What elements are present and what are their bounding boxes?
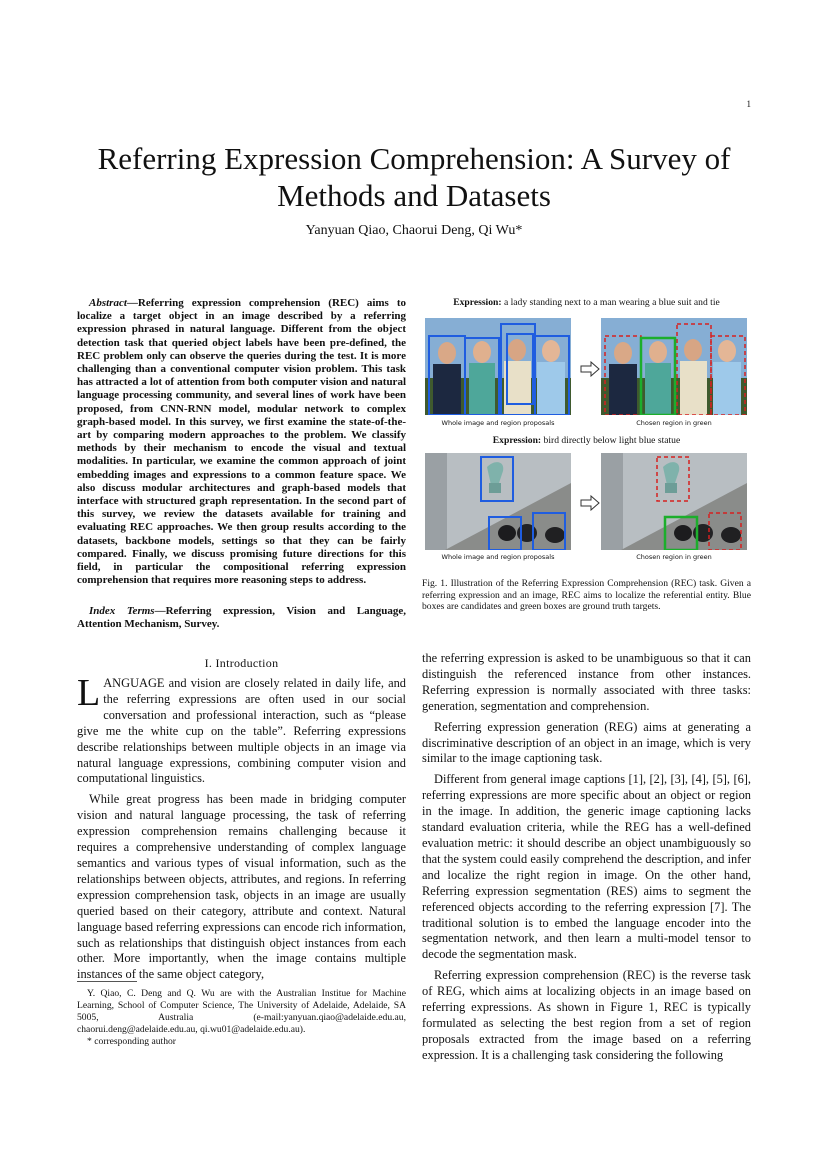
abstract-text: —Referring expression comprehension (REC) aims to localize a target object in an image described by a referring expression phrased in natural language. Different from the object detection task that queried object labels have been pre-defined, the REC problem only can observe the queries during the test. It is more challenging than a conventional computer vision problem. This task has attracted a lot of attention from both computer vision and natural language processing community, and several lines of work have been proposed, from CNN-RNN model, modular network to complex graph-based model. In this survey, we first examine the state-of-the-art by comparing modern approaches to the problem. We classify methods by their mechanism to encode the visual and textual modalities. In particular, we examine the common approach of joint embedding images and expressions to a common feature space. We also discuss modular architectures and graph-based models that interface with structured graph representation. In the second part of this survey, we review the datasets available for training and evaluating REC approaches. We then group results according to the datasets, backbone models, settings so that they can be fairly compared. Finally, we discuss promising future directions for this field, in particular the compositional referring expression comprehension that requires more reasoning steps to address. <box>77 297 406 587</box>
intro-paragraph-2: While great progress has been made in bridging computer vision and natural language processing, the task of referring expression comprehension remains challenging because it requires a comprehensive understanding of complex language semantics and various types of visual information, such as the relationships between objects, attributes, and regions. In referring expression comprehension task, objects in an image are usually queried based on their category, attribute and context. Natural language based referring expressions can encode rich information, such as relationships that distinguish object instances from each other. More importantly, when the image contains multiple instances of the same object category, <box>77 792 406 982</box>
photo-statue-proposals <box>425 453 571 550</box>
right-paragraph-4: Referring expression comprehension (REC) is the reverse task of REG, which aims at localizing objects in an image based on referring expressions. As shown in Figure 1, REC is typically formulated as selecting the best region from a set of region proposals extracted from the image based on a referring expression. It is a challenging task considering the following <box>422 968 751 1062</box>
footnote-rule <box>77 981 137 982</box>
expression-2-text: bird directly below light blue statue <box>543 435 681 446</box>
arrow-right-icon <box>580 361 600 377</box>
figure-expression-2 <box>422 435 751 446</box>
drop-cap: L <box>77 672 101 714</box>
subcaption-proposals-2: Whole image and region proposals <box>441 553 555 561</box>
introduction-left-column <box>77 672 406 983</box>
statue-proposals-illustration <box>425 453 571 550</box>
right-paragraph-1: the referring expression is asked to be unambiguous so that it can distinguish the referenced instance from other instances. Referring expression is normally associated with three tasks: generation, segmentation and comprehension. <box>422 651 751 713</box>
intro-paragraph-1-text: ANGUAGE and vision are closely related in daily life, and the referring expressions are often used in our social conversation and professional interaction, such as “please give me the white cup on the table”. Referring expressions describe relationships between multiple objects in an image via natural language expressions, combining computer vision and computational linguistics. <box>77 676 406 786</box>
photo-people-chosen <box>601 318 747 415</box>
introduction-right-column <box>422 651 751 1064</box>
intro-paragraph-1 <box>77 672 406 787</box>
statue-chosen-illustration <box>601 453 747 550</box>
people-chosen-illustration <box>601 318 747 415</box>
subcaption-chosen-2: Chosen region in green <box>636 553 712 561</box>
paper-title: Referring Expression Comprehension: A Survey of Methods and Datasets <box>97 141 731 213</box>
footnote <box>77 988 406 1048</box>
footnote-affiliation: Y. Qiao, C. Deng and Q. Wu are with the Australian Institue for Machine Learning, School of Computer Science, The University of Adelaide, Adelaide, SA 5005, Australia (e-mail:yanyuan.qiao@adelaide.edu.au, chaorui.deng@adelaide.edu.au, qi.wu01@adelaide.edu.au). <box>77 988 406 1035</box>
index-terms-label: Index Terms <box>89 605 155 617</box>
abstract-label: Abstract <box>89 297 127 309</box>
subcaption-proposals: Whole image and region proposals <box>441 419 555 427</box>
expression-2-label: Expression: <box>492 435 542 446</box>
figure-caption: Fig. 1. Illustration of the Referring Expression Comprehension (REC) task. Given a referring expression and an image, REC aims to localize the referential entity. Blue boxes are candidates and green boxes are ground truth targets. <box>422 578 751 613</box>
photo-statue-chosen <box>601 453 747 550</box>
author-list: Yanyuan Qiao, Chaorui Deng, Qi Wu* <box>305 223 523 238</box>
index-terms <box>77 605 406 631</box>
right-paragraph-3: Different from general image captions [1], [2], [3], [4], [5], [6], referring expressions are more specific about an object or region in the image. In addition, the generic image captioning lacks standard evaluation criteria, while the REG has a well-defined evaluation metric: it should describe an object unambiguously so that the system could easily comprehend the description, and infer and localize the right region in image. On the other hand, Referring expression segmentation (RES) aims to segment the referenced objects according to the referring expression [7]. The traditional solution is to embed the language encoder into the segmentation network, and then learn a multi-model tensor to decode the segmentation mask. <box>422 772 751 962</box>
subcaption-chosen: Chosen region in green <box>636 419 712 427</box>
figure-expression-1 <box>422 297 751 308</box>
photo-people-proposals <box>425 318 571 415</box>
expression-1-label: Expression: <box>453 297 502 308</box>
abstract <box>77 297 406 587</box>
right-paragraph-2: Referring expression generation (REG) aims at generating a discriminative description of an object in an image, which is very similar to the image captioning task. <box>422 719 751 766</box>
expression-1-text: a lady standing next to a man wearing a blue suit and tie <box>503 297 720 308</box>
page-number: 1 <box>746 99 751 109</box>
section-heading: I. Introduction <box>204 656 279 670</box>
footnote-corresponding: * corresponding author <box>87 1036 176 1047</box>
index-terms-text: —Referring expression, Vision and Language, Attention Mechanism, Survey. <box>77 605 406 631</box>
arrow-right-icon-2 <box>580 495 600 511</box>
people-proposals-illustration <box>425 318 571 415</box>
